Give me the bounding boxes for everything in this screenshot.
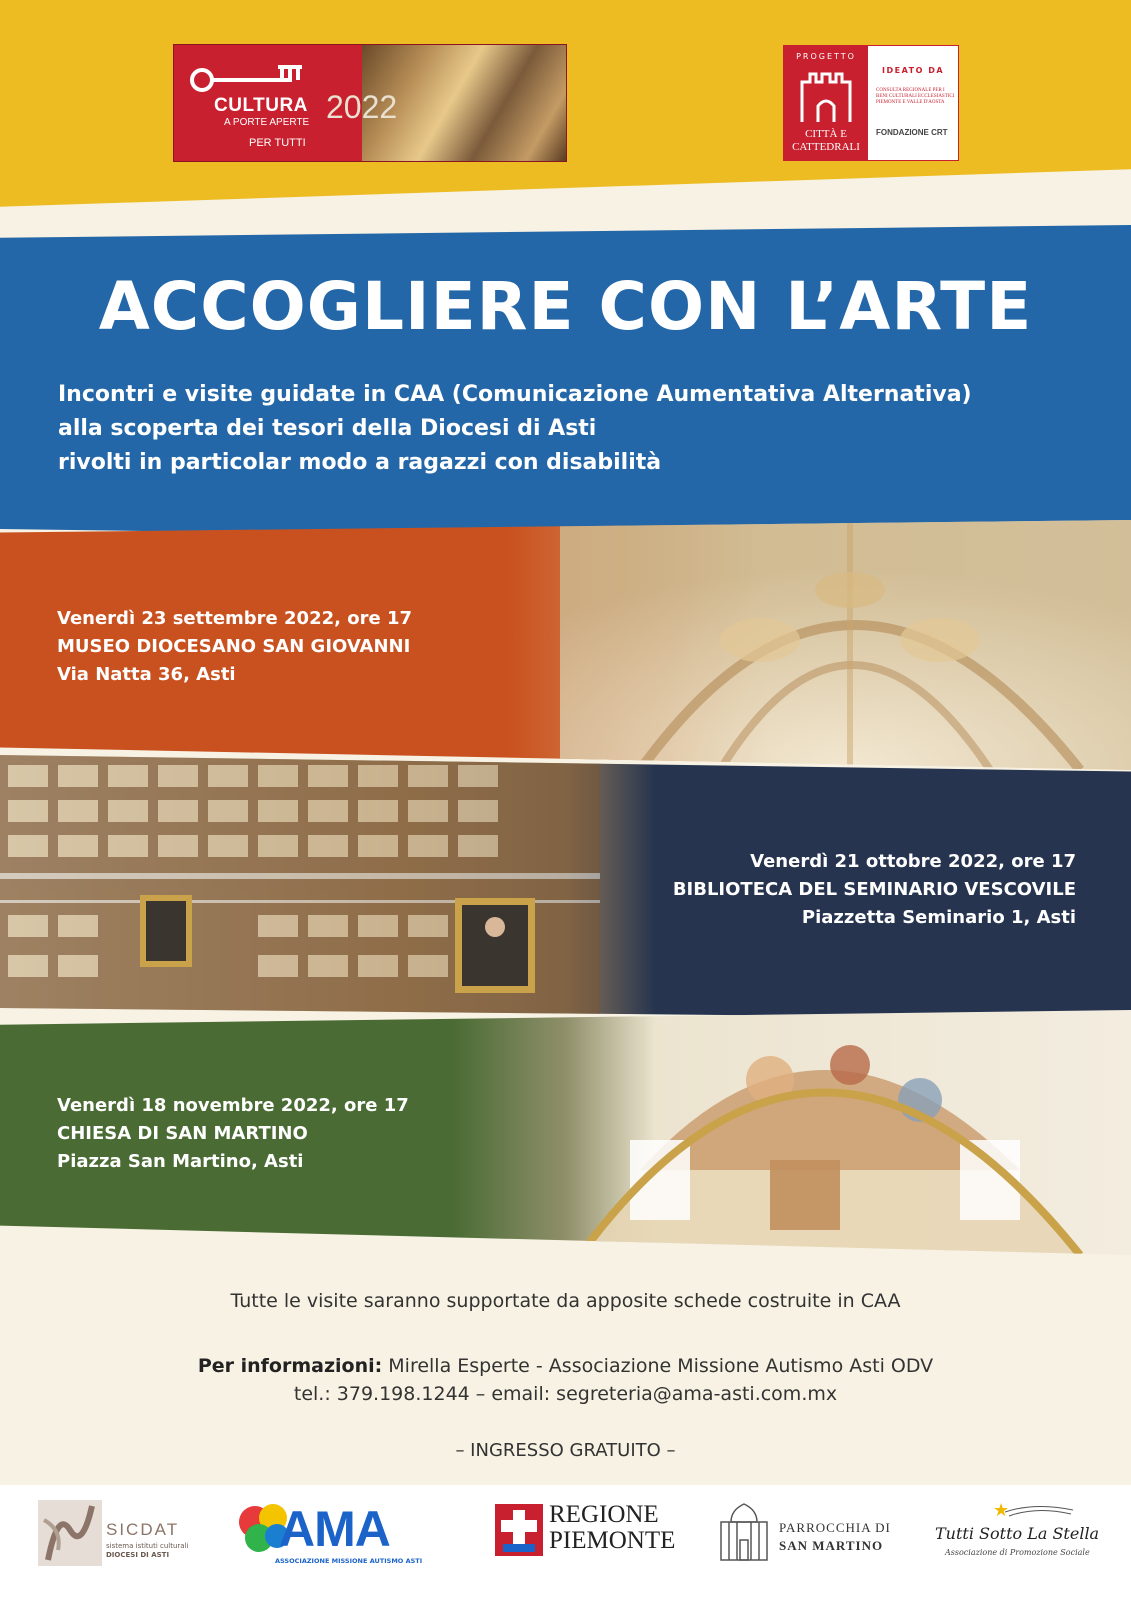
citta-cattedrali-text: CITTÀ E CATTEDRALI: [792, 128, 860, 153]
sicdat-logo: [38, 1500, 238, 1570]
info-contact: Mirella Esperte - Associazione Missione Autismo Asti ODV: [382, 1355, 934, 1377]
free-entry: – INGRESSO GRATUITO –: [455, 1440, 676, 1461]
church-facade-icon: [713, 1500, 775, 1564]
caa-note: Tutte le visite saranno supportate da apposite schede costruite in CAA: [230, 1290, 901, 1312]
year-text: 2022: [326, 89, 398, 125]
regione-line1: REGIONE: [549, 1501, 659, 1528]
event-address: Piazza San Martino, Asti: [57, 1151, 304, 1172]
parrocchia-line2: SAN MARTINO: [779, 1538, 884, 1553]
event-address: Piazzetta Seminario 1, Asti: [801, 907, 1076, 928]
subtitle-line: Incontri e visite guidate in CAA (Comunicazione Aumentativa Alternativa): [58, 382, 972, 407]
vault-fresco-image: [520, 520, 1131, 770]
star-icon: ★: [993, 1500, 1010, 1521]
parrocchia-line1: PARROCCHIA DI: [779, 1520, 891, 1535]
info-label: Per informazioni:: [197, 1355, 383, 1377]
regione-line2: PIEMONTE: [549, 1527, 676, 1554]
ama-logo: [235, 1500, 445, 1570]
fondazione-crt-text: FONDAZIONE CRT: [876, 128, 948, 137]
key-icon: [188, 65, 308, 95]
event-3: [57, 1092, 409, 1176]
tutti-sotto-la-stella-logo: [935, 1500, 1105, 1570]
sicdat-line1: sistema istituti culturali: [106, 1542, 189, 1550]
event-place: CHIESA DI SAN MARTINO: [57, 1123, 308, 1144]
stella-name: Tutti Sotto La Stella: [935, 1524, 1100, 1543]
cultura-porte-aperte-logo: [173, 44, 567, 162]
page-title: ACCOGLIERE CON L’ARTE: [98, 268, 1033, 345]
regione-shield-icon: [495, 1504, 543, 1556]
subtitle-line: rivolti in particolar modo a ragazzi con disabilità: [58, 450, 662, 475]
info-phone-email[interactable]: tel.: 379.198.1244 – email: segreteria@ama-asti.com.mx: [293, 1383, 838, 1405]
ama-name: AMA: [279, 1501, 390, 1557]
porte-aperte-text: A PORTE APERTE: [224, 117, 310, 128]
parrocchia-logo: [713, 1500, 893, 1570]
dome-fresco-image: [520, 1010, 1131, 1255]
event-2: [673, 848, 1076, 932]
subtitle: [58, 378, 972, 480]
event-date: Venerdì 23 settembre 2022, ore 17: [57, 608, 412, 629]
sicdat-line2: DIOCESI DI ASTI: [106, 1551, 170, 1559]
per-tutti-text: PER TUTTI: [249, 137, 306, 149]
star-trail-icon: [1005, 1502, 1075, 1522]
progetto-text: PROGETTO: [796, 52, 856, 61]
event-date: Venerdì 18 novembre 2022, ore 17: [57, 1095, 409, 1116]
consulta-text: CONSULTA REGIONALE PER I BENI CULTURALI ECCLESIASTICI PIEMONTE E VALLE D'AOSTA: [876, 88, 955, 105]
event-address: Via Natta 36, Asti: [57, 664, 236, 685]
ideato-da-text: IDEATO DA: [882, 66, 945, 75]
event-1: [57, 605, 412, 689]
regione-piemonte-logo: [495, 1500, 676, 1570]
subtitle-line: alla scoperta dei tesori della Diocesi di Asti: [58, 416, 597, 441]
event-place: MUSEO DIOCESANO SAN GIOVANNI: [57, 636, 411, 657]
sicdat-mark-icon: [38, 1500, 102, 1566]
stella-tag: Associazione di Promozione Sociale: [945, 1548, 1090, 1557]
citta-cattedrali-logo: [783, 45, 959, 161]
contact-info: [0, 1352, 1131, 1408]
library-shelves-image: [0, 755, 620, 1030]
castle-icon: [798, 68, 854, 124]
event-date: Venerdì 21 ottobre 2022, ore 17: [750, 851, 1076, 872]
cultura-text: CULTURA: [214, 95, 308, 116]
sicdat-name: SICDAT: [106, 1520, 180, 1539]
event-place: BIBLIOTECA DEL SEMINARIO VESCOVILE: [672, 879, 1076, 900]
ama-tag: ASSOCIAZIONE MISSIONE AUTISMO ASTI: [275, 1557, 423, 1565]
